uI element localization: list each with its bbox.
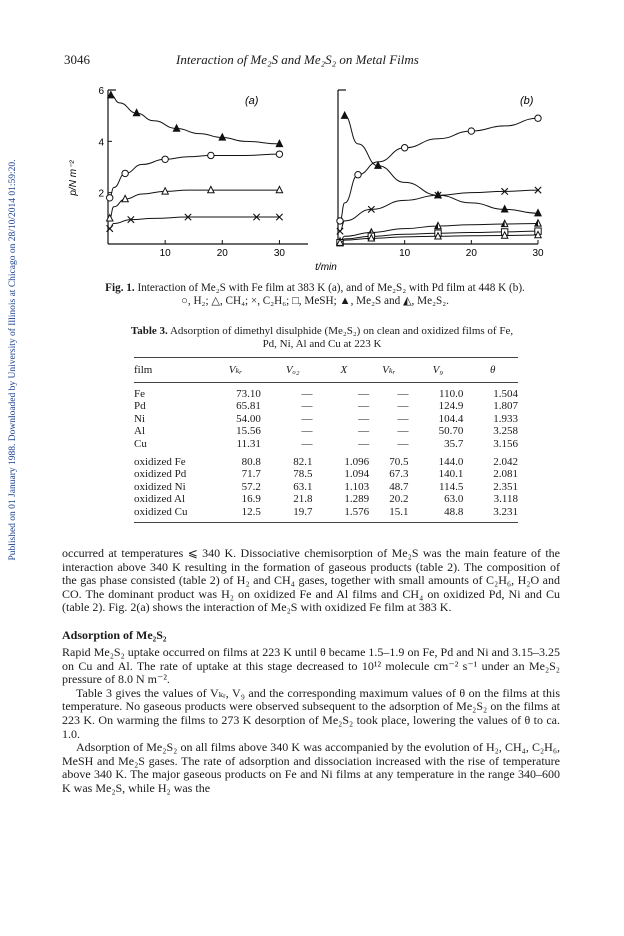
value-cell: — [358, 400, 370, 413]
value-cell: 1.096 [344, 456, 370, 469]
value-cell: 35.7 [444, 437, 464, 450]
value-cell: 63.0 [444, 493, 464, 506]
value-cell: 20.2 [389, 493, 409, 506]
y-tick-label: 4 [98, 137, 104, 149]
figure-caption [62, 282, 568, 308]
table-row [134, 493, 518, 505]
value-cell: — [301, 437, 313, 450]
table-row [134, 506, 518, 523]
table-row [134, 481, 518, 493]
value-cell: 73.10 [236, 388, 261, 400]
value-cell: 1.576 [319, 506, 370, 523]
value-cell: 15.1 [369, 506, 408, 523]
data-point-circle [276, 151, 282, 157]
table-row [134, 468, 518, 480]
value-cell: 140.1 [438, 468, 464, 481]
paragraphs-2-4 [62, 646, 560, 796]
value-cell: — [301, 388, 313, 400]
value-cell: — [397, 425, 409, 438]
film-cell: Al [134, 425, 145, 438]
paragraph-3-text: Table 3 gives the values of Vₖᵣ, V₉ and the corresponding maximum values of θ on the films at this temperature. No gaseous products were observed subsequent to the adsorption of Me₂S₂ on the films at 223 K. On warming the films to 273 K desorption of Me₂S₂ took place, lowering the values of θ to ca. 1.0. [62, 685, 560, 741]
value-cell: 82.1 [293, 456, 313, 469]
value-cell: — [358, 437, 370, 450]
value-cell: 67.3 [389, 468, 409, 481]
panel-b [337, 90, 544, 259]
value-cell: 3.118 [493, 493, 518, 506]
table-caption-text: Adsorption of dimethyl disulphide (Me₂S₂) on clean and oxidized films of Fe, Pd, Ni, Al and Cu at 223 K [167, 325, 514, 350]
figure-caption-label: Fig. 1. [105, 282, 135, 294]
panel-a [98, 86, 308, 259]
value-cell: 65.81 [236, 400, 261, 413]
value-cell: — [301, 400, 313, 413]
x-tick-label: 10 [159, 248, 171, 259]
data-point-circle [122, 170, 128, 176]
table-header-row [134, 358, 518, 383]
table-caption [130, 325, 514, 351]
table-row [134, 383, 518, 401]
col-vg: V₉ [409, 358, 468, 383]
col-vkr: Vₖᵣ [204, 358, 267, 383]
x-tick-label: 10 [399, 248, 411, 259]
value-cell: 1.933 [493, 412, 518, 425]
value-cell: 12.5 [204, 506, 267, 523]
data-point-circle [107, 195, 113, 201]
value-cell: 50.70 [438, 425, 464, 438]
film-cell: oxidized Ni [134, 480, 186, 493]
value-cell: 21.8 [293, 493, 313, 506]
figure-caption-line1: Interaction of Me₂S with Fe film at 383 K (a), and of Me₂S₂ with Pd film at 448 K (b). [134, 282, 525, 294]
value-cell: 48.8 [409, 506, 468, 523]
value-cell: 48.7 [389, 480, 409, 493]
data-point-circle [162, 156, 168, 162]
page-number: 3046 [64, 52, 90, 67]
film-cell: Pd [134, 400, 146, 413]
value-cell: — [301, 425, 313, 438]
col-vkr2: Vₖᵣ [369, 358, 408, 383]
download-watermark [6, 120, 20, 600]
value-cell: 114.5 [438, 480, 464, 493]
oxidized-films-rows [134, 450, 518, 523]
value-cell: — [358, 388, 370, 400]
col-film: film [134, 358, 204, 383]
film-cell: Cu [134, 437, 147, 450]
data-point-circle [337, 218, 343, 224]
film-cell: oxidized Fe [134, 456, 186, 469]
download-note: Published on 01 January 1988. Downloaded by University of Illinois at Chicago on 28/10/2014 01:59:20. [8, 159, 18, 561]
value-cell: 2.351 [493, 480, 518, 493]
value-cell: 124.9 [438, 400, 464, 413]
clean-films-rows [134, 383, 518, 451]
paragraph-1 [62, 547, 560, 615]
value-cell: 70.5 [389, 456, 409, 469]
data-point-filled-triangle [341, 112, 347, 118]
value-cell: 71.7 [241, 468, 261, 481]
value-cell: 1.289 [344, 493, 370, 506]
x-tick-label: 20 [465, 248, 477, 259]
film-cell: Fe [134, 388, 145, 400]
value-cell: 1.094 [344, 468, 370, 481]
figure-1 [68, 78, 570, 278]
value-cell: 1.103 [344, 480, 370, 493]
section-heading: Adsorption of Me₂S₂ [62, 628, 167, 642]
value-cell: — [397, 400, 409, 413]
x-tick-label: 30 [532, 248, 544, 259]
col-theta: θ [467, 358, 518, 383]
paragraph-2-text: Rapid Me₂S₂ uptake occurred on films at 223 K until θ became 1.5–1.9 on Fe, Pd and Ni and 3.15–3.25 on Cu and Al. The rate of uptake at this stage decreased to 10¹² molecule cm⁻² s⁻¹ under an Me₂S₂ pressure of 8.0 N m⁻². [62, 645, 560, 687]
table-row [134, 438, 518, 450]
adsorption-table [134, 357, 518, 523]
data-point-circle [355, 172, 361, 178]
value-cell: 57.2 [241, 480, 261, 493]
col-vo2: Vₒ₂ [267, 358, 319, 383]
value-cell: 110.0 [438, 388, 464, 400]
value-cell: — [301, 412, 313, 425]
paragraph-4-text: Adsorption of Me₂S₂ on all films above 340 K was accompanied by the evolution of H₂, CH₄, C₂H₆, MeSH and Me₂S gases. The rate of adsorption and dissociation increased with the rise of temperature above 340 K. The major gaseous products on Fe and Ni films at any temperature in the range 340–600 K was Me₂S, while H₂ was the [62, 740, 560, 795]
value-cell: 3.258 [493, 425, 518, 438]
data-point-circle [208, 152, 214, 158]
paragraph-1-text: occurred at temperatures ⩽ 340 K. Dissociative chemisorption of Me₂S was the main feature of the interaction above 340 K resulting in the formation of gaseous products (table 2). The composition of the gas phase consisted (table 2) of H₂ and CH₄ gases, together with small amounts of C₂H₆, H₂O and CO. The dominant product was H₂ on oxidized Fe and Al films and CH₄ on oxidized Pd, Ni and Cu (table 2). Fig. 2(a) shows the interaction of Me₂S with oxidized Fe film at 383 K. [62, 546, 560, 615]
x-axis-label: t/min [315, 262, 337, 273]
data-point-circle [401, 145, 407, 151]
value-cell: — [358, 412, 370, 425]
value-cell: — [397, 437, 409, 450]
data-point-circle [535, 115, 541, 121]
film-cell: oxidized Cu [134, 506, 204, 523]
series-line [110, 154, 280, 198]
film-cell: oxidized Pd [134, 468, 187, 481]
panel-a-label: (a) [245, 95, 259, 107]
series-line [340, 118, 538, 221]
y-tick-label: 6 [98, 86, 104, 97]
value-cell: 3.156 [493, 437, 518, 450]
x-tick-label: 30 [273, 248, 285, 259]
value-cell: — [397, 412, 409, 425]
value-cell: 1.504 [493, 388, 518, 400]
value-cell: 80.8 [241, 456, 261, 469]
film-cell: Ni [134, 412, 145, 425]
value-cell: 63.1 [293, 480, 313, 493]
data-point-filled-triangle [108, 91, 114, 97]
value-cell: 15.56 [236, 425, 261, 438]
value-cell: 78.5 [293, 468, 313, 481]
value-cell: — [397, 388, 409, 400]
value-cell: 144.0 [438, 456, 464, 469]
value-cell: 11.31 [236, 437, 261, 450]
value-cell: 54.00 [236, 412, 261, 425]
y-axis-label: p/N m⁻² [68, 160, 79, 196]
table-row [134, 400, 518, 412]
value-cell: 3.231 [467, 506, 518, 523]
data-point-circle [468, 128, 474, 134]
value-cell: 16.9 [241, 493, 261, 506]
value-cell: 1.807 [493, 400, 518, 413]
value-cell: — [358, 425, 370, 438]
value-cell: 2.042 [493, 456, 518, 469]
x-tick-label: 20 [216, 248, 228, 259]
y-tick-label: 2 [98, 188, 104, 200]
table-row [134, 425, 518, 437]
film-cell: oxidized Al [134, 493, 186, 506]
value-cell: 19.7 [267, 506, 319, 523]
value-cell: 104.4 [438, 412, 464, 425]
table-row [134, 413, 518, 425]
running-title: Interaction of Me₂S and Me₂S₂ on Metal Films [176, 52, 419, 67]
table-row [134, 450, 518, 468]
figure-caption-line2: ○, H₂; △, CH₄; ×, C₂H₆; □, MeSH; ▲, Me₂S and ◭, Me₂S₂. [181, 295, 449, 307]
col-x: X [319, 358, 370, 383]
value-cell: 2.081 [493, 468, 518, 481]
series-line [345, 116, 538, 214]
panel-b-label: (b) [520, 95, 534, 107]
series-line [110, 217, 280, 229]
table-caption-label: Table 3. [130, 325, 168, 337]
